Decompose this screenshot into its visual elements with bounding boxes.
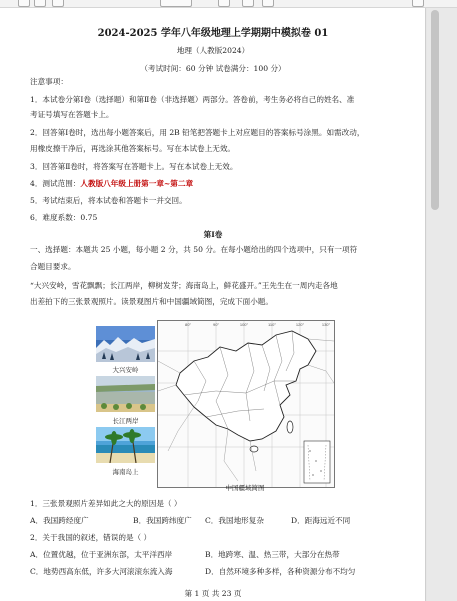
note-line: 考证号填写在答题卡上。 xyxy=(30,110,114,119)
photo-caption: 海南岛上 xyxy=(112,468,139,476)
toolbar-button[interactable] xyxy=(34,0,46,7)
toolbar-button[interactable] xyxy=(160,0,192,7)
section-instructions: 合题目要求。 xyxy=(30,262,76,271)
toolbar-button[interactable] xyxy=(262,0,274,7)
note4-prefix: 4．测试范围： xyxy=(30,179,81,188)
note-line-4 xyxy=(30,180,193,188)
toolbar-button[interactable] xyxy=(242,0,254,7)
scrollbar-thumb[interactable] xyxy=(431,10,439,210)
note-line-5: 5．考试结束后，将本试卷和答题卡一并交回。 xyxy=(30,196,187,205)
passage-line: 出差拍下的三张景观照片。读景观图片和中国疆域简图，完成下面小题。 xyxy=(30,297,273,306)
passage-line: “大兴安岭，雪花飘飘；长江两岸，柳树发芽；海南岛上，鲜花盛开。”王先生在一周内走各地 xyxy=(30,281,338,290)
test-scope-highlight: 人教版八年级上册第一章~第二章 xyxy=(80,179,194,188)
q1-option-b: B．我国跨纬度广 xyxy=(133,516,192,525)
volume-label: 第Ⅰ卷 xyxy=(203,230,223,239)
note-line: 2．回答第Ⅰ卷时，选出每小题答案后，用 2B 铅笔把答题卡上对应题目的答案标号涂黑。如需改动， xyxy=(30,128,365,137)
section-instructions: 一、选择题：本题共 25 小题，每小题 2 分，共 50 分。在每小题给出的四个选项中，只有一项符 xyxy=(30,245,358,254)
map-grid-label: 120° xyxy=(295,322,305,327)
note-line: 用橡皮擦干净后，再选涂其他答案标号。写在本试卷上无效。 xyxy=(30,144,236,153)
q1-option-c: C．我国地形复杂 xyxy=(205,516,264,525)
photo-hainan xyxy=(96,427,155,463)
toolbar-button[interactable] xyxy=(18,0,30,7)
photo-daxinganling xyxy=(96,326,155,362)
document-title: 2024-2025 学年八年级地理上学期期中模拟卷 01 xyxy=(97,28,329,39)
question-1: 1．三张景观照片差异如此之大的原因是（ ） xyxy=(30,499,182,508)
q2-option-a: A．位置优越，位于亚洲东部，太平洋西岸 xyxy=(30,550,173,559)
note-line: 1．本试卷分第Ⅰ卷（选择题）和第Ⅱ卷（非选择题）两部分。答卷前，考生务必将自己的姓名、准 xyxy=(30,95,355,104)
photo-caption: 长江两岸 xyxy=(112,417,139,425)
document-page xyxy=(0,8,426,601)
notes-heading: 注意事项： xyxy=(30,77,68,86)
viewer-toolbar xyxy=(0,0,457,8)
map-grid-label: 110° xyxy=(268,322,276,327)
note-line-6: 6．难度系数：0.75 xyxy=(30,213,98,222)
map-grid-label: 90° xyxy=(212,322,220,327)
q1-option-a: A．我国跨经度广 xyxy=(30,516,89,525)
photo-caption: 大兴安岭 xyxy=(112,366,139,374)
map-grid-label: 100° xyxy=(239,322,249,327)
q2-option-d: D．自然环境多种多样，各种资源分布不均匀 xyxy=(205,567,356,576)
china-territory-map xyxy=(157,320,335,488)
map-grid-label: 80° xyxy=(184,322,192,327)
q2-option-b: B．地跨寒、温、热三带，大部分在热带 xyxy=(205,550,340,559)
document-subtitle: 地理（人教版2024） xyxy=(176,46,250,55)
toolbar-button[interactable] xyxy=(412,0,424,7)
question-2: 2．关于我国的叙述，错误的是（ ） xyxy=(30,533,152,542)
q1-option-d: D．距海远近不同 xyxy=(291,516,351,525)
photo-changjiang xyxy=(96,376,155,412)
page-footer: 第 1 页 共 23 页 xyxy=(184,589,242,598)
toolbar-button[interactable] xyxy=(52,0,64,7)
note-line: 3．回答第Ⅱ卷时，将答案写在答题卡上。写在本试卷上无效。 xyxy=(30,162,238,171)
q2-option-c: C．地势西高东低，许多大河滚滚东流入海 xyxy=(30,567,173,576)
map-grid-label: 130° xyxy=(321,322,331,327)
toolbar-button[interactable] xyxy=(218,0,230,7)
exam-info: （考试时间：60 分钟 试卷满分：100 分） xyxy=(140,64,286,73)
map-caption: 中国疆域简图 xyxy=(225,484,265,492)
